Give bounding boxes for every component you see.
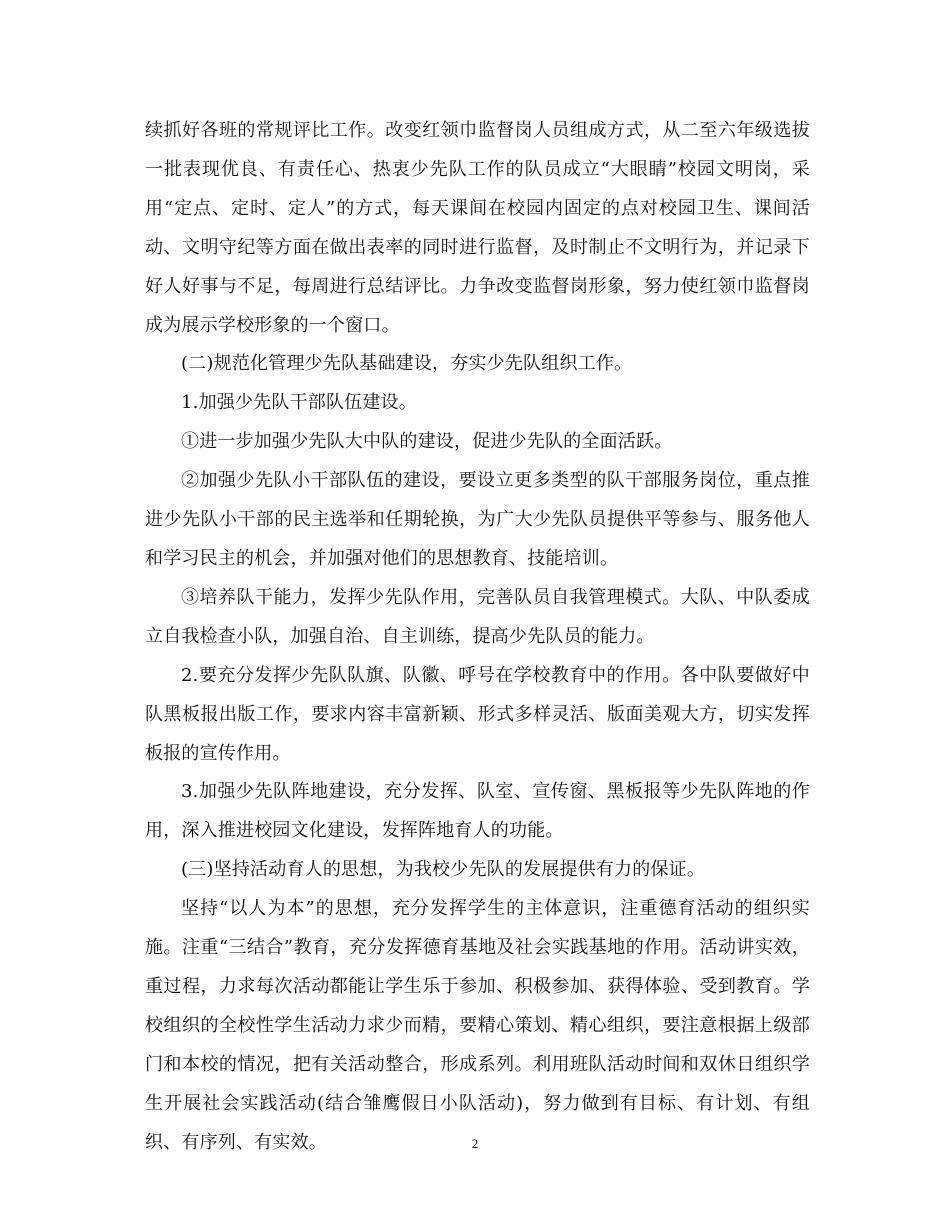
item-3-paragraph: 3.加强少先队阵地建设，充分发挥、队室、宣传窗、黑板报等少先队阵地的作用，深入推进校园文化建设，发挥阵地育人的功能。: [145, 781, 810, 842]
section-3-paragraph: 坚持“以人为本”的思想，充分发挥学生的主体意识，注重德育活动的组织实施。注重“三结合”教育，充分发挥德育基地及社会实践基地的作用。活动讲实效，重过程，力求每次活动都能让学生乐于参加、积极参加、获得体验、受到教育。学校组织的全校性学生活动力求少而精，要精心策划、精心组织，要注意根据上级部门和本校的情况，把有关活动整合，形成系列。利用班队活动时间和双休日组织学生开展社会实践活动(结合雏鹰假日小队活动)，努力做到有目标、有计划、有组织、有序列、有实效。: [145, 898, 810, 1153]
sub-item-3: ③培养队干能力，发挥少先队作用，完善队员自我管理模式。大队、中队委成立自我检查小队，加强自治、自主训练，提高少先队员的能力。: [145, 586, 810, 647]
item-heading-1: 1.加强少先队干部队伍建设。: [181, 392, 417, 414]
item-2-paragraph: 2.要充分发挥少先队队旗、队徽、呼号在学校教育中的作用。各中队要做好中队黑板报出版工作，要求内容丰富新颖、形式多样灵活、版面美观大方，切实发挥板报的宣传作用。: [145, 664, 810, 764]
sub-item-1: ①进一步加强少先队大中队的建设，促进少先队的全面活跃。: [181, 431, 673, 453]
sub-item-2: ②加强少先队小干部队伍的建设，要设立更多类型的队干部服务岗位，重点推进少先队小干部的民主选举和任期轮换，为广大少先队员提供平等参与、服务他人和学习民主的机会，并加强对他们的思想教育、技能培训。: [145, 470, 810, 569]
document-body: [145, 112, 810, 1162]
page-number: 2: [471, 1136, 479, 1151]
section-heading-2: (二)规范化管理少先队基础建设，夯实少先队组织工作。: [181, 353, 633, 375]
section-heading-3: (三)坚持活动育人的思想，为我校少先队的发展提供有力的保证。: [181, 859, 706, 881]
paragraph-continuation: 续抓好各班的常规评比工作。改变红领巾监督岗人员组成方式，从二至六年级选拔一批表现优良、有责任心、热衷少先队工作的队员成立“大眼睛”校园文明岗，采用“定点、定时、定人”的方式，每天课间在校园内固定的点对校园卫生、课间活动、文明守纪等方面在做出表率的同时进行监督，及时制止不文明行为，并记录下好人好事与不足，每周进行总结评比。力争改变监督岗形象，努力使红领巾监督岗成为展示学校形象的一个窗口。: [145, 120, 810, 336]
